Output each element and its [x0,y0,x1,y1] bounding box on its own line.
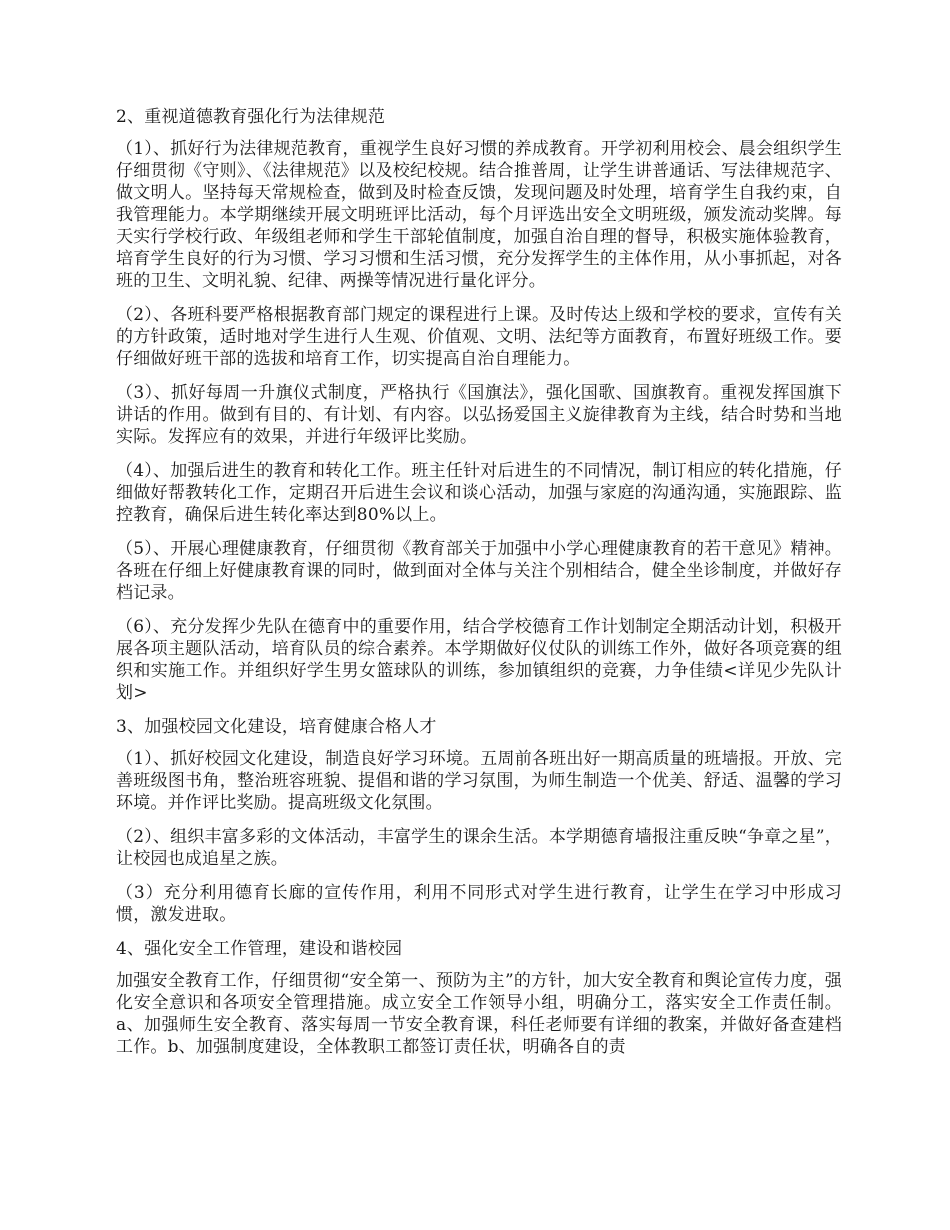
paragraph: （2）、组织丰富多彩的文体活动，丰富学生的课余生活。本学期德育墙报注重反映“争章之星”，让校园也成追星之族。 [116,827,842,869]
section-2 [116,106,842,704]
paragraph: （5）、开展心理健康教育，仔细贯彻《教育部关于加强中小学心理健康教育的若干意见》精神。各班在仔细上好健康教育课的同时，做到面对全体与关注个别相结合，健全坐诊制度，并做好存档记录。 [116,539,842,603]
paragraph: （6）、充分发挥少先队在德育中的重要作用，结合学校德育工作计划制定全期活动计划，积极开展各项主题队活动，培育队员的综合素养。本学期做好仪仗队的训练工作外，做好各项竞赛的组织和实施工作。并组织好学生男女篮球队的训练，参加镇组织的竞赛，力争佳绩<详见少先队计划> [116,617,842,703]
section-heading: 3、加强校园文化建设，培育健康合格人才 [116,717,437,737]
paragraph: （1）、抓好行为法律规范教育，重视学生良好习惯的养成教育。开学初利用校会、晨会组织学生仔细贯彻《守则》、《法律规范》以及校纪校规。结合推普周，让学生讲普通话、写法律规范字、做文明人。坚持每天常规检查，做到及时检查反馈，发现问题及时处理，培育学生自我约束，自我管理能力。本学期继续开展文明班评比活动，每个月评选出安全文明班级，颁发流动奖牌。每天实行学校行政、年级组老师和学生干部轮值制度，加强自治自理的督导，积极实施体验教育，培育学生良好的行为习惯、学习习惯和生活习惯，充分发挥学生的主体作用，从小事抓起，对各班的卫生、文明礼貌、纪律、两操等情况进行量化评分。 [116,139,842,291]
paragraph: 加强安全教育工作，仔细贯彻“安全第一、预防为主”的方针，加大安全教育和舆论宣传力度，强化安全意识和各项安全管理措施。成立安全工作领导小组，明确分工，落实安全工作责任制。a、加强师生安全教育、落实每周一节安全教育课，科任老师要有详细的教案，并做好备查建档工作。b、加强制度建设，全体教职工都签订责任状，明确各自的责 [116,971,842,1057]
section-3 [116,716,842,926]
paragraph: （2）、各班科要严格根据教育部门规定的课程进行上课。及时传达上级和学校的要求，宣传有关的方针政策，适时地对学生进行人生观、价值观、文明、法纪等方面教育，布置好班级工作。要仔细做好班干部的选拔和培育工作，切实提高自治自理能力。 [116,305,842,369]
paragraph: （1）、抓好校园文化建设，制造良好学习环境。五周前各班出好一期高质量的班墙报。开放、完善班级图书角，整治班容班貌、提倡和谐的学习氛围，为师生制造一个优美、舒适、温馨的学习环境。并作评比奖励。提高班级文化氛围。 [116,749,842,813]
section-heading: 4、强化安全工作管理，建设和谐校园 [116,939,403,959]
paragraph: （3）充分利用德育长廊的宣传作用，利用不同形式对学生进行教育，让学生在学习中形成习惯，激发进取。 [116,883,842,925]
paragraph: （3）、抓好每周一升旗仪式制度，严格执行《国旗法》，强化国歌、国旗教育。重视发挥国旗下讲话的作用。做到有目的、有计划、有内容。以弘扬爱国主义旋律教育为主线，结合时势和当地实际。发挥应有的效果，并进行年级评比奖励。 [116,383,842,447]
document-page [116,106,842,1070]
section-4 [116,938,842,1058]
paragraph: （4）、加强后进生的教育和转化工作。班主任针对后进生的不同情况，制订相应的转化措施，仔细做好帮教转化工作，定期召开后进生会议和谈心活动，加强与家庭的沟通沟通，实施跟踪、监控教育，确保后进生转化率达到80%以上。 [116,461,842,525]
section-heading: 2、重视道德教育强化行为法律规范 [116,107,386,127]
